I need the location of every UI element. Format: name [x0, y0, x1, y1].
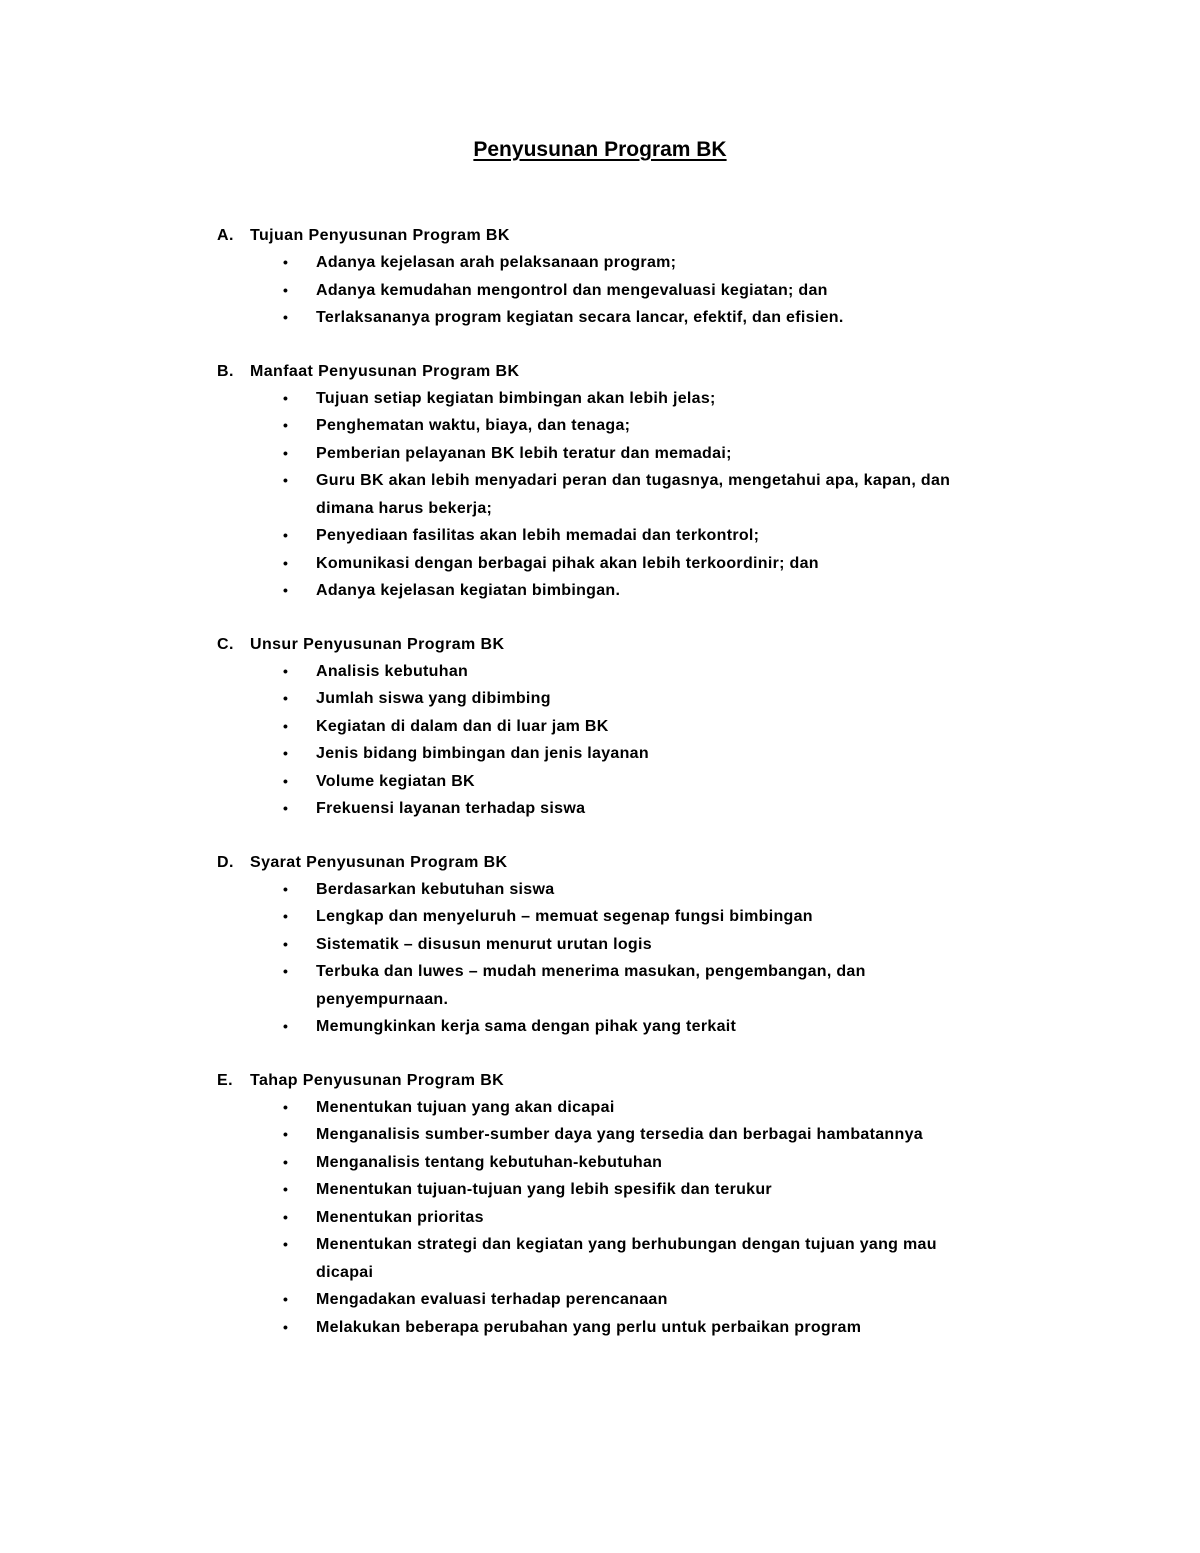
- list-item: [217, 1286, 997, 1314]
- list-item: [217, 440, 997, 468]
- bullet-icon: •: [283, 908, 289, 924]
- list-item-text: Sistematik – disusun menurut urutan logis: [316, 935, 652, 953]
- section-title: Syarat Penyusunan Program BK: [250, 853, 508, 871]
- list-item: [217, 1204, 997, 1232]
- bullet-icon: •: [283, 717, 289, 734]
- list-item-text: Mengadakan evaluasi terhadap perencanaan: [316, 1291, 668, 1308]
- bullet-icon: •: [283, 417, 289, 433]
- list-item-text: Terlaksananya program kegiatan secara lancar, efektif, dan efisien.: [316, 309, 844, 326]
- bullet-list: [217, 249, 997, 332]
- section-heading: [217, 849, 997, 876]
- bullet-list: [217, 876, 997, 1041]
- list-item-text: Melakukan beberapa perubahan yang perlu untuk perbaikan program: [316, 1318, 862, 1336]
- section-letter: D.: [217, 853, 234, 871]
- bullet-icon: •: [283, 281, 289, 298]
- list-item: [217, 768, 997, 796]
- list-item-text: Penyediaan fasilitas akan lebih memadai dan terkontrol;: [316, 527, 760, 544]
- bullet-icon: •: [283, 527, 289, 543]
- bullet-icon: •: [283, 935, 289, 952]
- bullet-icon: •: [283, 745, 289, 761]
- list-item: [217, 1314, 997, 1342]
- list-item: [217, 685, 997, 713]
- section-letter: E.: [217, 1071, 233, 1089]
- list-item-text: Analisis kebutuhan: [316, 662, 469, 680]
- list-item-text: Frekuensi layanan terhadap siswa: [316, 800, 586, 817]
- list-item: [217, 795, 997, 823]
- list-item: [217, 876, 997, 904]
- list-item: [217, 713, 997, 741]
- list-item: [217, 249, 997, 277]
- bullet-list: [217, 1094, 997, 1342]
- bullet-icon: •: [283, 554, 289, 571]
- section-heading: [217, 222, 997, 249]
- list-item-text: Adanya kemudahan mengontrol dan mengevaluasi kegiatan; dan: [316, 281, 828, 299]
- bullet-icon: •: [283, 963, 289, 979]
- list-item-text: Adanya kejelasan arah pelaksanaan program;: [316, 254, 677, 271]
- list-item: [217, 1176, 997, 1204]
- section-title: Tujuan Penyusunan Program BK: [250, 227, 510, 244]
- section: [217, 631, 997, 823]
- section-title: Unsur Penyusunan Program BK: [250, 635, 505, 653]
- document-title: Penyusunan Program BK: [473, 138, 727, 161]
- list-item-text: Berdasarkan kebutuhan siswa: [316, 880, 555, 898]
- bullet-icon: •: [283, 1208, 289, 1225]
- list-item-text: Komunikasi dengan berbagai pihak akan lebih terkoordinir; dan: [316, 554, 819, 572]
- list-item-text: Lengkap dan menyeluruh – memuat segenap fungsi bimbingan: [316, 908, 813, 925]
- list-item: [217, 931, 997, 959]
- section-list: [217, 222, 997, 1367]
- bullet-icon: •: [283, 254, 289, 270]
- section-heading: [217, 631, 997, 658]
- list-item: [217, 1231, 997, 1286]
- list-item-text: Adanya kejelasan kegiatan bimbingan.: [316, 582, 621, 599]
- list-item: [217, 903, 997, 931]
- list-item: [217, 958, 997, 1013]
- list-item: [217, 658, 997, 686]
- list-item-text: Tujuan setiap kegiatan bimbingan akan lebih jelas;: [316, 389, 716, 407]
- list-item-text: Menentukan strategi dan kegiatan yang berhubungan dengan tujuan yang mau dicapai: [316, 1236, 937, 1281]
- list-item: [217, 385, 997, 413]
- list-item-text: Menentukan tujuan yang akan dicapai: [316, 1098, 615, 1116]
- section-letter: B.: [217, 362, 234, 380]
- list-item: [217, 1094, 997, 1122]
- section-title: Manfaat Penyusunan Program BK: [250, 362, 520, 380]
- list-item: [217, 1013, 997, 1041]
- list-item: [217, 412, 997, 440]
- list-item-text: Jumlah siswa yang dibimbing: [316, 690, 551, 707]
- list-item-text: Volume kegiatan BK: [316, 772, 475, 790]
- list-item-text: Memungkinkan kerja sama dengan pihak yang terkait: [316, 1018, 737, 1035]
- bullet-icon: •: [283, 1153, 289, 1170]
- bullet-icon: •: [283, 309, 289, 325]
- list-item-text: Terbuka dan luwes – mudah menerima masukan, pengembangan, dan penyempurnaan.: [316, 963, 866, 1008]
- bullet-icon: •: [283, 772, 289, 789]
- list-item-text: Guru BK akan lebih menyadari peran dan tugasnya, mengetahui apa, kapan, dan dimana harus bekerja;: [316, 472, 951, 517]
- list-item: [217, 277, 997, 305]
- list-item: [217, 1121, 997, 1149]
- list-item: [217, 740, 997, 768]
- bullet-icon: •: [283, 800, 289, 816]
- bullet-icon: •: [283, 880, 289, 897]
- list-item: [217, 467, 997, 522]
- list-item: [217, 1149, 997, 1177]
- section: [217, 1067, 997, 1342]
- bullet-list: [217, 658, 997, 823]
- section-heading: [217, 1067, 997, 1094]
- bullet-icon: •: [283, 690, 289, 706]
- list-item-text: Menganalisis sumber-sumber daya yang tersedia dan berbagai hambatannya: [316, 1126, 923, 1143]
- section-letter: C.: [217, 635, 234, 653]
- list-item-text: Kegiatan di dalam dan di luar jam BK: [316, 717, 609, 735]
- bullet-icon: •: [283, 1126, 289, 1142]
- list-item: [217, 550, 997, 578]
- bullet-icon: •: [283, 472, 289, 488]
- list-item: [217, 577, 997, 605]
- section-heading: [217, 358, 997, 385]
- list-item-text: Menganalisis tentang kebutuhan-kebutuhan: [316, 1153, 663, 1171]
- list-item: [217, 304, 997, 332]
- section: [217, 222, 997, 332]
- section-letter: A.: [217, 227, 234, 244]
- bullet-icon: •: [283, 1291, 289, 1307]
- section: [217, 358, 997, 605]
- bullet-icon: •: [283, 1318, 289, 1335]
- section: [217, 849, 997, 1041]
- list-item-text: Menentukan tujuan-tujuan yang lebih spesifik dan terukur: [316, 1181, 772, 1198]
- list-item-text: Pemberian pelayanan BK lebih teratur dan memadai;: [316, 444, 732, 462]
- bullet-icon: •: [283, 1181, 289, 1197]
- list-item: [217, 522, 997, 550]
- list-item-text: Menentukan prioritas: [316, 1208, 484, 1226]
- list-item-text: Jenis bidang bimbingan dan jenis layanan: [316, 745, 649, 762]
- bullet-icon: •: [283, 662, 289, 679]
- bullet-icon: •: [283, 1236, 289, 1252]
- bullet-list: [217, 385, 997, 605]
- bullet-icon: •: [283, 389, 289, 406]
- list-item-text: Penghematan waktu, biaya, dan tenaga;: [316, 417, 631, 434]
- bullet-icon: •: [283, 1018, 289, 1034]
- bullet-icon: •: [283, 444, 289, 461]
- bullet-icon: •: [283, 582, 289, 598]
- section-title: Tahap Penyusunan Program BK: [250, 1071, 505, 1089]
- bullet-icon: •: [283, 1098, 289, 1115]
